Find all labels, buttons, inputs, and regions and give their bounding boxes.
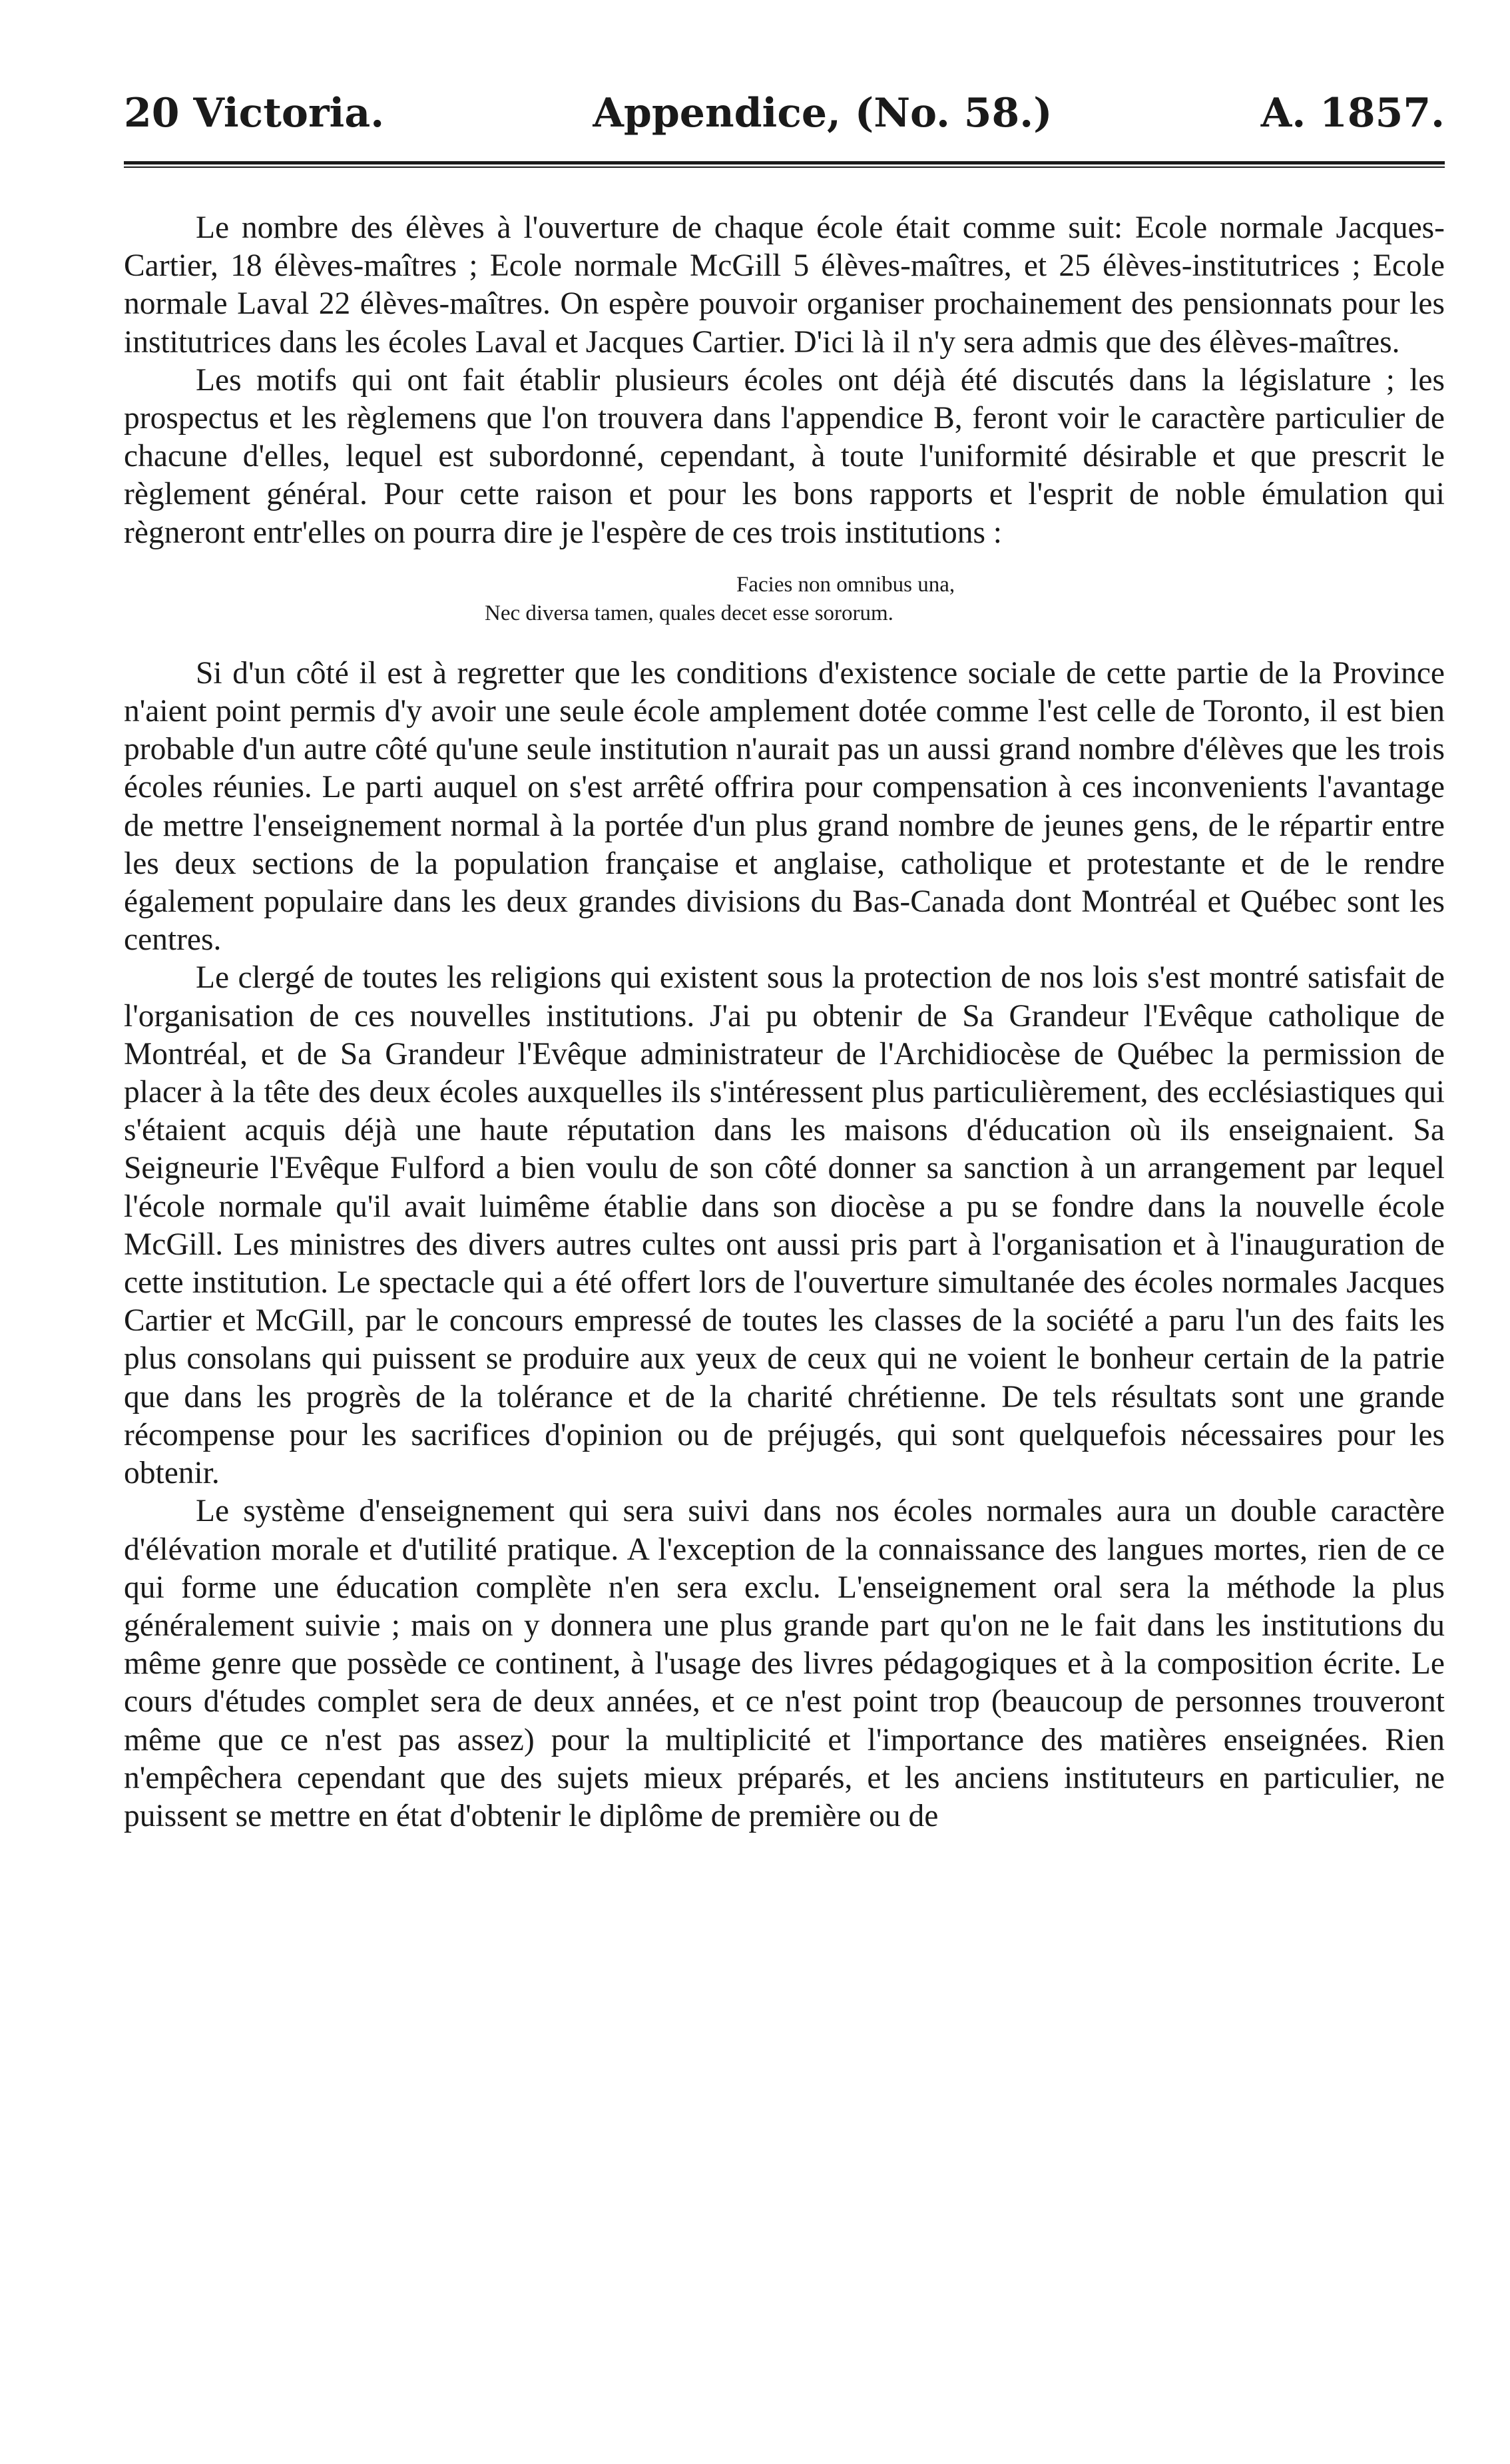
paragraph-teaching-system: Le système d'enseignement qui sera suivi dans nos écoles normales aura un double caractère d'élévation morale et d'utilité pratique. A l'exception de la connaissance des langues mortes, rien de ce qui forme une éducation complète n'en sera exclu. L'enseignement oral sera la méthode la plus généralement suivie ; mais on y donnera une plus grande part qu'on ne le fait dans les institutions du même genre que possède ce continent, à l'usage des livres pédagogiques et à la composition écrite. Le cours d'études complet sera de deux années, et ce n'est point trop (beaucoup de personnes trouveront même que ce n'est pas assez) pour la multiplicité et l'importance des matières enseignées. Rien n'empêchera cependant que des sujets mieux préparés, et les anciens instituteurs en particulier, ne puissent se mettre en état d'obtenir le diplôme de première ou de [124, 1494, 1445, 1833]
header-rule [124, 161, 1445, 168]
paragraph-student-numbers: Le nombre des élèves à l'ouverture de chaque école était comme suit: Ecole normale Jacques-Cartier, 18 élèves-maîtres ; Ecole normale McGill 5 élèves-maîtres, et 25 élèves-institutrices ; Ecole normale Laval 22 élèves-maîtres. On espère pouvoir organiser prochainement des pensionnats pour les institutrices dans les écoles Laval et Jacques Cartier. D'ici là il n'y sera admis que des élèves-maîtres. [124, 210, 1445, 360]
body-text [124, 209, 1445, 1835]
paragraph-motives: Les motifs qui ont fait établir plusieurs écoles ont déjà été discutés dans la législature ; les prospectus et les règlemens que l'on trouvera dans l'appendice B, feront voir le caractère particulier de chacune d'elles, lequel est subordonné, cependant, à toute l'uniformité désirable et que prescrit le règlement général. Pour cette raison et pour les bons rapports et l'esprit de noble émulation qui règneront entr'elles on pourra dire je l'espère de ces trois institutions : [124, 362, 1445, 550]
header-year: A. 1857. [1260, 90, 1445, 137]
paragraph-single-school: Si d'un côté il est à regretter que les conditions d'existence sociale de cette partie de la Province n'aient point permis d'y avoir une seule école amplement dotée comme l'est celle de Toronto, il est bien probable d'un autre côté qu'une seule institution n'aurait pas un aussi grand nombre d'élèves que les trois écoles réunies. Le parti auquel on s'est arrêté offrira pour compensation à ces inconvenients l'avantage de mettre l'enseignement normal à la portée d'un plus grand nombre de jeunes gens, de le répartir entre les deux sections de la population française et anglaise, catholique et protestante et de le rendre également populaire dans les deux grandes divisions du Bas-Canada dont Montréal et Québec sont les centres. [124, 655, 1445, 958]
quote-line-1: Facies non omnibus una, [736, 572, 955, 597]
page [124, 87, 1445, 1835]
header-appendix-number: Appendice, (No. 58.) [593, 90, 1053, 137]
running-header [124, 87, 1445, 140]
latin-quotation [124, 571, 1445, 628]
paragraph-clergy: Le clergé de toutes les religions qui existent sous la protection de nos lois s'est montré satisfait de l'organisation de ces nouvelles institutions. J'ai pu obtenir de Sa Grandeur l'Evêque catholique de Montréal, et de Sa Grandeur l'Evêque administrateur de l'Archidiocèse de Québec la permission de placer à la tête des deux écoles auxquelles ils s'intéressent plus particulièrement, des ecclésiastiques qui s'étaient acquis déjà une haute réputation dans les maisons d'éducation où ils enseignaient. Sa Seigneurie l'Evêque Fulford a bien voulu de son côté donner sa sanction à un arrangement par lequel l'école normale qu'il avait luimême établie dans son diocèse a pu se fondre dans la nouvelle école McGill. Les ministres des divers autres cultes ont aussi pris part à l'organisation et à l'inauguration de cette institution. Le spectacle qui a été offert lors de l'ouverture simultanée des écoles normales Jacques Cartier et McGill, par le concours empressé de toutes les classes de la société a paru l'un des faits les plus consolans qui puissent se produire aux yeux de ceux qui ne voient le bonheur certain de la patrie que dans les progrès de la tolérance et de la charité chrétienne. De tels résultats sont une grande récompense pour les sacrifices d'opinion ou de préjugés, qui sont quelquefois nécessaires pour les obtenir. [124, 960, 1445, 1491]
header-regnal-year: 20 Victoria. [124, 90, 385, 137]
quote-line-2: Nec diversa tamen, quales decet esse sororum. [485, 601, 893, 625]
